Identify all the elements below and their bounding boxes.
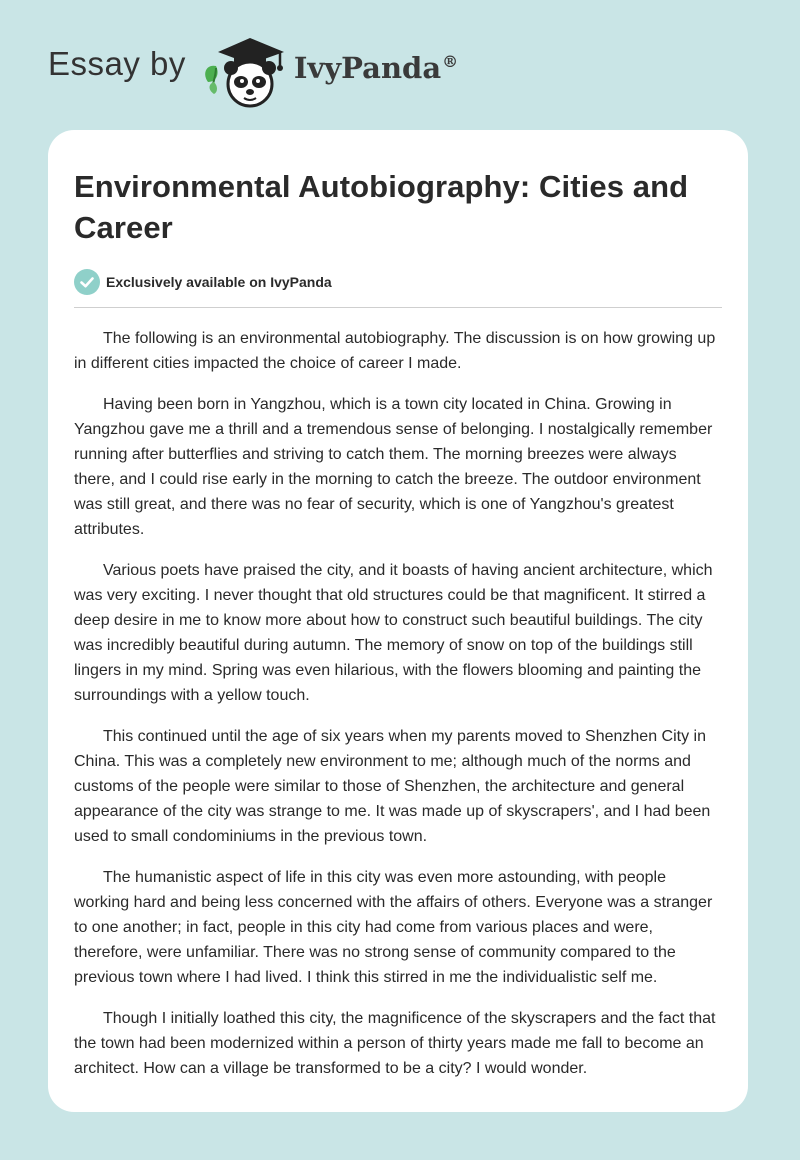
registered-mark: ® [442, 52, 459, 72]
exclusive-badge [74, 268, 722, 296]
brand-name[interactable] [294, 51, 458, 85]
divider [74, 307, 722, 308]
essay-body [74, 326, 722, 1081]
paragraph: This continued until the age of six years when my parents moved to Shenzhen City in China. This was a completely new environment to me; although much of the norms and customs of the people were similar to those of Shenzhen, the architecture and general appearance of the city was strange to me. It was made up of skyscrapers', and I had been used to small condominiums in the previous town. [74, 728, 711, 845]
essay-by-label: Essay by [48, 45, 186, 82]
essay-card [48, 130, 748, 1112]
paragraph: The humanistic aspect of life in this city was even more astounding, with people working hard and being less concerned with the affairs of others. Everyone was a stranger to one another; in fact, people in this city had come from various places and were, therefore, were unfamiliar. There was no strong sense of community compared to the previous town where I had lived. I think this stirred in me the individualistic self me. [74, 869, 713, 986]
badge-label: Exclusively available on IvyPanda [106, 274, 332, 290]
site-header [48, 30, 458, 110]
brand-text[interactable]: IvyPanda [293, 51, 442, 85]
panda-graduate-icon[interactable] [200, 30, 290, 110]
paragraph: Though I initially loathed this city, the magnificence of the skyscrapers and the fact that the town had been modernized within a person of thirty years made me fall to become an architect. How can a village be transformed to be a city? I would wonder. [74, 1010, 716, 1077]
paragraph: Various poets have praised the city, and it boasts of having ancient architecture, which was very exciting. I never thought that old structures could be that magnificent. It stirred a deep desire in me to know more about how to construct such beautiful buildings. The city was incredibly beautiful during autumn. The memory of snow on top of the buildings still lingers in my mind. Spring was even hilarious, with the flowers blooming and painting the surroundings with a yellow touch. [74, 562, 713, 704]
paragraph: The following is an environmental autobiography. The discussion is on how growing up in different cities impacted the choice of career I made. [74, 330, 716, 372]
paragraph: Having been born in Yangzhou, which is a town city located in China. Growing in Yangzhou gave me a thrill and a tremendous sense of belonging. I nostalgically remember running after butterflies and striving to catch them. The morning breezes were always there, and I could rise early in the morning to catch the breeze. The outdoor environment was still great, and there was no fear of security, which is one of Yangzhou's greatest attributes. [74, 396, 713, 538]
checkmark-icon [74, 269, 100, 295]
page-title: Environmental Autobiography: Cities and Career [74, 169, 689, 245]
